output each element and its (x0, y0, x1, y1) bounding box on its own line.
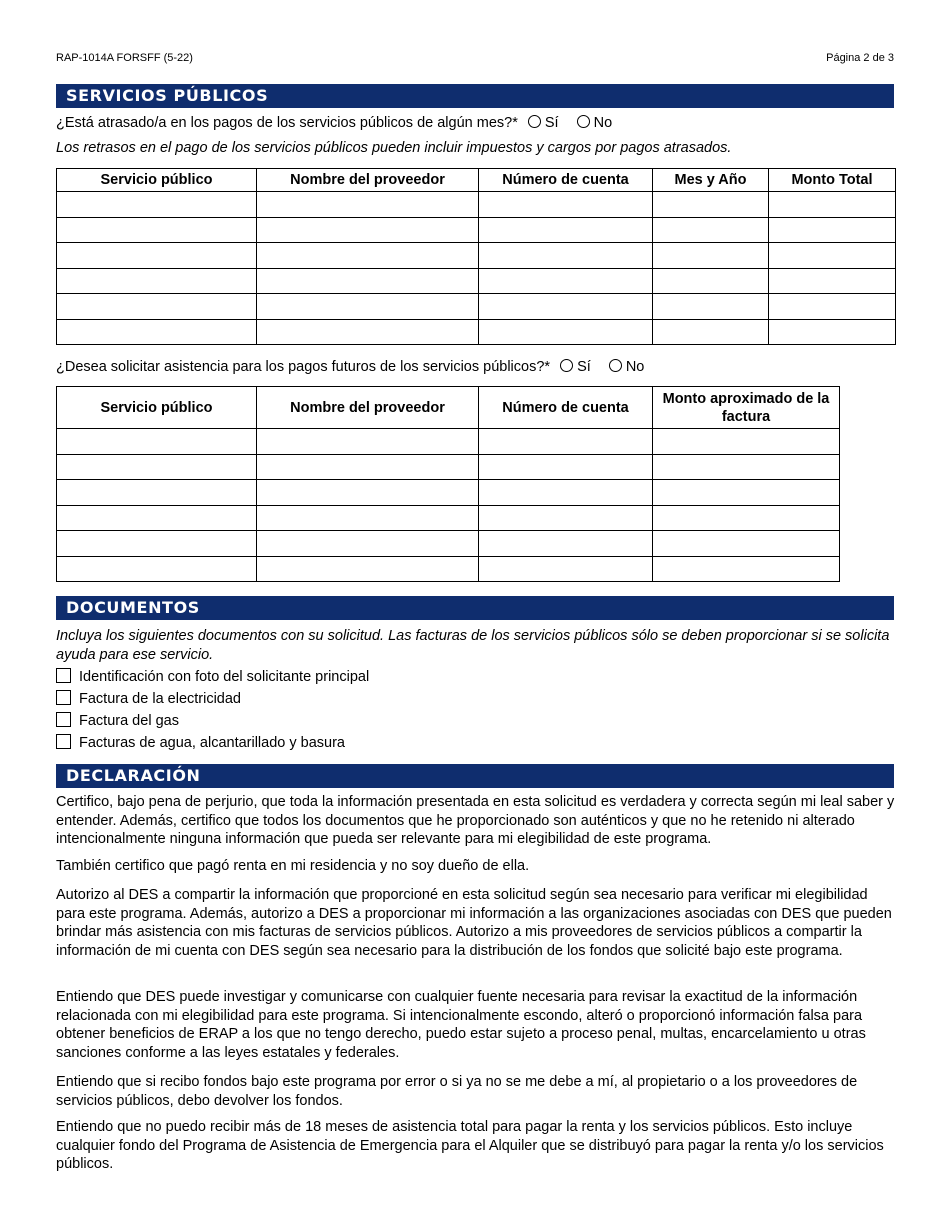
overdue-yes-radio[interactable] (528, 115, 541, 128)
table2-header: Monto aproximado de la factura (653, 387, 840, 429)
overdue-table-body (57, 192, 896, 345)
future-utilities-table (56, 386, 840, 582)
table-row (57, 531, 840, 557)
table-input-cell[interactable] (479, 429, 653, 455)
table-row (57, 268, 896, 294)
declaration-paragraph-limit: Entiendo que no puedo recibir más de 18 meses de asistencia total para pagar la renta y los servicios públicos. Esto incluye cualquier fondo del Programa de Asistencia de Emergencia para el Alquiler que se distribuyó para pagar la renta y/o los servicios públicos. (56, 1119, 884, 1173)
overdue-note: Los retrasos en el pago de los servicios públicos pueden incluir impuestos y cargos por pagos atrasados. (56, 140, 732, 156)
future-question: ¿Desea solicitar asistencia para los pagos futuros de los servicios públicos?* (56, 359, 551, 375)
table-input-cell[interactable] (479, 556, 653, 582)
declaration-paragraph-refund: Entiendo que si recibo fondos bajo este programa por error o si ya no se me debe a mí, al propietario o a los proveedores de servicios públicos, debo devolver los fondos. (56, 1074, 858, 1109)
table-input-cell[interactable] (257, 531, 479, 557)
table-input-cell[interactable] (57, 294, 257, 320)
section-title-declaration: DECLARACIÓN (56, 764, 894, 788)
table1-header: Monto Total (769, 169, 896, 192)
document-label: Factura de la electricidad (79, 691, 241, 707)
table-input-cell[interactable] (769, 294, 896, 320)
table-input-cell[interactable] (257, 243, 479, 269)
table-input-cell[interactable] (257, 217, 479, 243)
table-input-cell[interactable] (257, 454, 479, 480)
table-input-cell[interactable] (57, 429, 257, 455)
future-table-body (57, 429, 840, 582)
table1-header: Servicio público (57, 169, 257, 192)
table-input-cell[interactable] (769, 217, 896, 243)
document-label: Facturas de agua, alcantarillado y basura (79, 735, 345, 751)
future-no-radio[interactable] (609, 359, 622, 372)
table-input-cell[interactable] (769, 268, 896, 294)
future-no-label: No (625, 359, 645, 375)
table-input-cell[interactable] (257, 505, 479, 531)
table-input-cell[interactable] (653, 454, 840, 480)
document-checkbox[interactable] (56, 712, 71, 727)
table-input-cell[interactable] (57, 192, 257, 218)
overdue-no-label: No (593, 115, 613, 131)
table-input-cell[interactable] (653, 243, 769, 269)
table-row (57, 556, 840, 582)
table-input-cell[interactable] (57, 531, 257, 557)
table-input-cell[interactable] (479, 294, 653, 320)
document-checkbox[interactable] (56, 690, 71, 705)
section-title-documents: DOCUMENTOS (56, 596, 894, 620)
table-input-cell[interactable] (653, 480, 840, 506)
table-input-cell[interactable] (57, 268, 257, 294)
table-input-cell[interactable] (653, 217, 769, 243)
table-input-cell[interactable] (257, 480, 479, 506)
table-input-cell[interactable] (257, 294, 479, 320)
future-question-row (56, 359, 644, 375)
document-checkbox[interactable] (56, 668, 71, 683)
table-input-cell[interactable] (57, 243, 257, 269)
document-item-electricity (56, 689, 241, 709)
table-row (57, 454, 840, 480)
table1-header: Nombre del proveedor (257, 169, 479, 192)
table-input-cell[interactable] (479, 319, 653, 345)
table-input-cell[interactable] (653, 505, 840, 531)
table-input-cell[interactable] (479, 268, 653, 294)
table-input-cell[interactable] (57, 480, 257, 506)
table-input-cell[interactable] (257, 556, 479, 582)
table-input-cell[interactable] (257, 429, 479, 455)
table-row (57, 480, 840, 506)
future-yes-label: Sí (577, 359, 591, 375)
table-input-cell[interactable] (479, 480, 653, 506)
table-input-cell[interactable] (479, 531, 653, 557)
table-input-cell[interactable] (479, 217, 653, 243)
table-input-cell[interactable] (257, 192, 479, 218)
overdue-question-row (56, 115, 612, 131)
table-row (57, 319, 896, 345)
table-row (57, 243, 896, 269)
table-input-cell[interactable] (653, 192, 769, 218)
table-input-cell[interactable] (653, 429, 840, 455)
table-row (57, 217, 896, 243)
future-yes-radio[interactable] (560, 359, 573, 372)
overdue-utilities-table (56, 168, 896, 345)
table-input-cell[interactable] (57, 556, 257, 582)
documents-instructions: Incluya los siguientes documentos con su solicitud. Las facturas de los servicios públicos sólo se deben proporcionar si se solicita ayuda para ese servicio. (56, 628, 890, 663)
table-input-cell[interactable] (479, 505, 653, 531)
table-input-cell[interactable] (653, 556, 840, 582)
table-input-cell[interactable] (653, 268, 769, 294)
table-input-cell[interactable] (653, 319, 769, 345)
declaration-paragraph-rent: También certifico que pagó renta en mi residencia y no soy dueño de ella. (56, 858, 530, 874)
table-input-cell[interactable] (653, 294, 769, 320)
section-title-utilities: SERVICIOS PÚBLICOS (56, 84, 894, 108)
declaration-paragraph-investigate: Entiendo que DES puede investigar y comunicarse con cualquier fuente necesaria para revisar la exactitud de la información relacionada con mi elegibilidad para este programa. Si intencionalmente escondo, alteró o proporcionó información falsa para obtener beneficios de ERAP a los que no tengo derecho, puedo estar sujeto a proceso penal, multas, encarcelamiento u otras sanciones conforme a las leyes estatales y federales. (56, 989, 866, 1061)
overdue-yes-label: Sí (544, 115, 559, 131)
table-input-cell[interactable] (257, 319, 479, 345)
table2-header: Número de cuenta (479, 387, 653, 429)
table-row (57, 192, 896, 218)
table-input-cell[interactable] (57, 454, 257, 480)
table1-header: Mes y Año (653, 169, 769, 192)
document-item-photo-id (56, 667, 369, 687)
overdue-question: ¿Está atrasado/a en los pagos de los servicios públicos de algún mes?* (56, 115, 518, 131)
table-input-cell[interactable] (57, 217, 257, 243)
table-input-cell[interactable] (479, 454, 653, 480)
table-input-cell[interactable] (653, 531, 840, 557)
table-input-cell[interactable] (479, 243, 653, 269)
form-id: RAP-1014A FORSFF (5-22) (56, 52, 193, 64)
document-item-gas (56, 711, 179, 731)
table-input-cell[interactable] (57, 505, 257, 531)
declaration-paragraph-perjury: Certifico, bajo pena de perjurio, que toda la información presentada en esta solicitud es verdadera y correcta según mi leal saber y entender. Además, certifico que todos los documentos que he proporcionado son auténticos y que no he retenido ni alterado intencionalmente ninguna información que pueda ser relevante para mi elegibilidad de este programa. (56, 794, 895, 848)
table1-header: Número de cuenta (479, 169, 653, 192)
table-input-cell[interactable] (479, 192, 653, 218)
document-label: Factura del gas (79, 713, 179, 729)
table-input-cell[interactable] (57, 319, 257, 345)
table-row (57, 505, 840, 531)
table-row (57, 429, 840, 455)
page-number: Página 2 de 3 (826, 52, 894, 64)
document-checkbox[interactable] (56, 734, 71, 749)
overdue-no-radio[interactable] (577, 115, 590, 128)
declaration-paragraph-authorize: Autorizo al DES a compartir la información que proporcioné en esta solicitud según sea necesario para verificar mi elegibilidad para este programa. Además, autorizo a DES a proporcionar mi información a las organizaciones asociadas con DES que pueden brindar más asistencia con mis facturas de servicios públicos. Autorizo a mis proveedores de servicios públicos a compartir la información de mi cuenta con DES según sea necesario para la distribución de los fondos que solicité bajo este programa. (56, 887, 892, 959)
table-input-cell[interactable] (769, 192, 896, 218)
table2-header: Servicio público (57, 387, 257, 429)
table2-header: Nombre del proveedor (257, 387, 479, 429)
table-input-cell[interactable] (257, 268, 479, 294)
table-input-cell[interactable] (769, 243, 896, 269)
document-item-water (56, 733, 345, 753)
document-label: Identificación con foto del solicitante principal (79, 669, 370, 685)
table-row (57, 294, 896, 320)
table-input-cell[interactable] (769, 319, 896, 345)
